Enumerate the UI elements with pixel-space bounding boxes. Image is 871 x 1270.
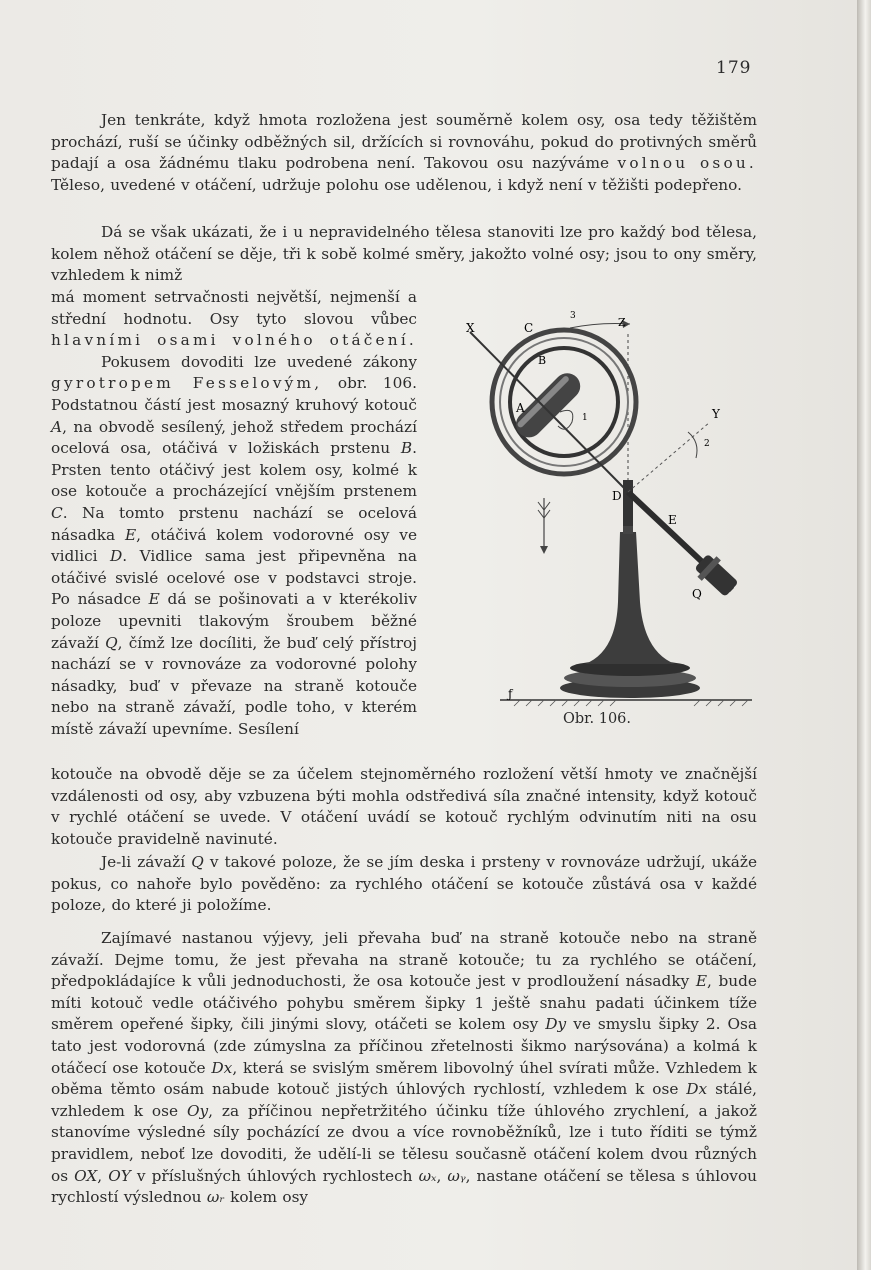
p2-d: obr. 106. Podstatnou částí jest mosazný kruhový kotouč <box>51 374 417 414</box>
paragraph-3 <box>51 852 757 917</box>
paragraph-2-end <box>51 764 757 850</box>
label-x: X <box>466 321 475 335</box>
p4-a: Zajímavé nastanou výjevy, jeli převaha buď na straně kotouče nebo na straně závaží. Dejme tomu, že jest převaha na straně kotouče; tu za rychlého se otáčení, předpokládajíce k vůli jednoduchosti, že osa kotouče jest v prodloužení násadky <box>51 929 757 991</box>
sym-omega-y: ωᵧ <box>447 1166 466 1185</box>
p4-d: , která se svislým směrem libovolný úhel svírati může. Vzhledem k oběma těmto osám nabude kotouč jistých úhlových rychlostí, vzhledem k ose <box>51 1058 757 1099</box>
label-f: ƒ <box>508 687 513 701</box>
figure-caption: Obr. 106. <box>563 711 632 727</box>
sym-e-2: E <box>148 590 160 609</box>
label-c: C <box>524 321 534 335</box>
sym-b: B <box>400 439 413 458</box>
p3-a: Je-li závaží <box>101 853 186 871</box>
page-number: 179 <box>716 58 752 78</box>
p2-e: , na obvodě sesílený, jehož středem prochází ocelová osa, otáčivá v ložiskách prstenu <box>51 417 417 458</box>
figure-gyrotrop <box>460 302 760 722</box>
label-3: 3 <box>570 311 576 321</box>
p2-j: dá se pošinovati a v kterékoliv poloze upevniti tlakovým šroubem běžné závaží <box>51 590 417 652</box>
sym-dy: Dy <box>545 1015 567 1034</box>
label-a: A <box>516 401 525 415</box>
term-hlavni-osy: hlavními osami volného otáčení. <box>51 331 417 350</box>
label-2: 2 <box>704 439 710 449</box>
label-1: 1 <box>582 413 588 423</box>
label-q: Q <box>692 587 702 601</box>
fork-d <box>623 480 633 526</box>
sym-e-3: E <box>695 972 708 991</box>
paragraph-1 <box>51 110 757 196</box>
label-e: E <box>668 513 677 527</box>
p4-e: stálé, vzhledem k ose <box>51 1080 757 1120</box>
p2-h: , otáčivá kolem vodorovné osy ve vidlici <box>51 525 417 566</box>
sym-omega-r: ωᵣ <box>206 1188 225 1207</box>
ground-hatching <box>514 700 748 706</box>
label-y: Y <box>712 407 720 421</box>
p4-f: , za příčinou nepřetržitého účinku tíže úhlového zrychlení, a jakož stanovíme výsledné síly pocházící ze dvou a více rovnoběžníků, lze i tuto říditi se týmž pravidlem, neboť lze dovoditi, že udělí-li se tělesu současně otáčení kolem dvou různých os <box>51 1101 757 1185</box>
sym-q: Q <box>105 633 118 652</box>
p4-c: ve smyslu šipky 2. Osa tato jest vodorovná (zde zúmyslna za příčinou zřetelnosti šikmo narýsována) a kolmá k otáčecí ose kotouče <box>51 1015 757 1077</box>
sym-oy-2: OY <box>108 1166 131 1185</box>
axis-y <box>628 422 710 492</box>
sym-omega-x: ωₓ <box>418 1166 437 1185</box>
p2-c: Pokusem dovoditi lze uvedené zákony <box>101 352 417 371</box>
p4-i: kolem osy <box>230 1188 309 1207</box>
sym-oy: Oy <box>186 1101 209 1120</box>
p4-h: , nastane otáčení se tělesa s úhlovou rychlostí výslednou <box>51 1166 757 1207</box>
p2-k: , čímž lze docíliti, že buď celý přístroj nachází se v rovnováze za vodorovné polohy násadky, buď v převaze na straně kotouče nebo na straně závaží, podle toho, v kterém místě závaží upevníme. Sesílení <box>51 633 417 738</box>
label-d: D <box>612 489 622 503</box>
term-volna-osa: volnou osou. <box>617 154 757 173</box>
label-z: Z <box>618 316 626 329</box>
sym-ox: OX <box>74 1166 98 1185</box>
sym-dx-2: Dx <box>686 1080 708 1099</box>
p2-i: . Vidlice sama jest připevněna na otáčivé svislé ocelové ose v podstavci stroje. Po násadce <box>51 547 417 609</box>
paragraph-2-wrap <box>51 287 417 740</box>
paragraph-2 <box>51 222 757 287</box>
p4-b: , bude míti kotouč vedle otáčivého pohybu směrem šipky 1 ještě snahu padati účinkem tíže směrem opeřené šipky, čili jinými slovy, otáčeti se kolem osy <box>51 972 757 1034</box>
sym-q-2: Q <box>191 853 204 871</box>
term-gyrotrop: gyrotropem Fesselovým, <box>51 374 323 393</box>
arrow-1 <box>558 410 573 429</box>
p3-b: v takové poloze, že se jím deska i prsteny v rovnováze udržují, ukáže pokus, co nahoře bylo pověděno: za rychlého otáčení se kotouče zůstává osa v každé poloze, do které ji položíme. <box>51 853 757 915</box>
paragraph-4: Zajímavé nastanou výjevy, jeli převaha buď na straně kotouče nebo na straně závaží. Dejme tomu, že jest převaha na straně kotouče; tu za rychlého se otáčení, předpokládajíce k vůli jednoduchosti, že osa kotouče jest v prodloužení násadky E, bude míti kotouč vedle otáčivého pohybu směrem šipky 1 ještě snahu padati účinkem tíže směrem opeřené šipky, čili jinými slovy, otáčeti se kolem osy Dy ve smyslu šipky 2. Osa tato jest vodorovná (zde zúmyslna za příčinou zřetelnosti šikmo narýsována) a kolmá k otáčecí ose kotouče Dx, která se svislým směrem libovolný úhel svírati může. Vzhledem k oběma těmto osám nabude kotouč jistých úhlových rychlostí, vzhledem k ose Dx stálé, vzhledem k ose Oy, za příčinou nepřetržitého účinku tíže úhlového zrychlení, a jakož stanovíme výsledné síly pocházící ze dvou a více rovnoběžníků, lze i tuto říditi se týmž pravidlem, neboť lze dovoditi, že udělí-li se tělesu současně otáčení kolem dvou různých os OX, OY v příslušných úhlových rychlostech ωₓ, ωᵧ, nastane otáčení se tělesa s úhlovou rychlostí výslednou ωᵣ kolem osy <box>51 929 757 1207</box>
label-b: B <box>538 354 547 367</box>
p2-a: Dá se však ukázati, že i u nepravidelného tělesa stanoviti lze pro každý bod tělesa, kolem něhož otáčení se děje, tři k sobě kolmé směry, jakožto volné osy; jsou to ony směry, vzhledem k nimž <box>51 223 757 285</box>
arrow-2 <box>688 432 697 458</box>
p2-g: . Na tomto prstenu nachází se ocelová násadka <box>51 503 417 544</box>
stand-column <box>585 532 675 664</box>
p2-l: kotouče na obvodě děje se za účelem stejnoměrného rozložení větší hmoty ve značnější vzdálenosti od osy, aby vzbuzena býti mohla odstředivá síla značné intensity, když kotouč v rychlé otáčení se uvede. V otáčení uvádí se kotouč rychlým odvinutím niti na osu kotouče pravidelně navinuté. <box>51 765 757 848</box>
p4-g: v příslušných úhlových rychlostech <box>136 1166 413 1185</box>
p1-end: Těleso, uvedené v otáčení, udržuje polohu ose udělenou, i když není v těžišti podepřeno. <box>51 175 742 194</box>
sym-a: A <box>51 417 63 436</box>
feathered-arrow-head <box>540 546 548 554</box>
p2-f: . Prsten tento otáčivý jest kolem osy, kolmé k ose kotouče a procházející vnějším prstenem <box>51 439 417 501</box>
sym-e: E <box>124 525 137 544</box>
p2-b: má moment setrvačnosti největší, nejmenší a střední hodnotu. Osy tyto slovou vůbec <box>51 288 417 328</box>
sym-d: D <box>110 547 123 566</box>
sym-dx: Dx <box>211 1058 233 1077</box>
sym-c: C <box>51 503 63 522</box>
page-edge <box>857 0 871 1270</box>
gyrotrop-drawing <box>460 302 760 722</box>
p1-text: Jen tenkráte, když hmota rozložena jest souměrně kolem osy, osa tedy těžištěm prochází, ruší se účinky odběžných sil, držících si rovnováhu, pokud do protivných směrů padají a osa žádnému tlaku podrobena není. Takovou osu nazýváme <box>51 111 757 173</box>
